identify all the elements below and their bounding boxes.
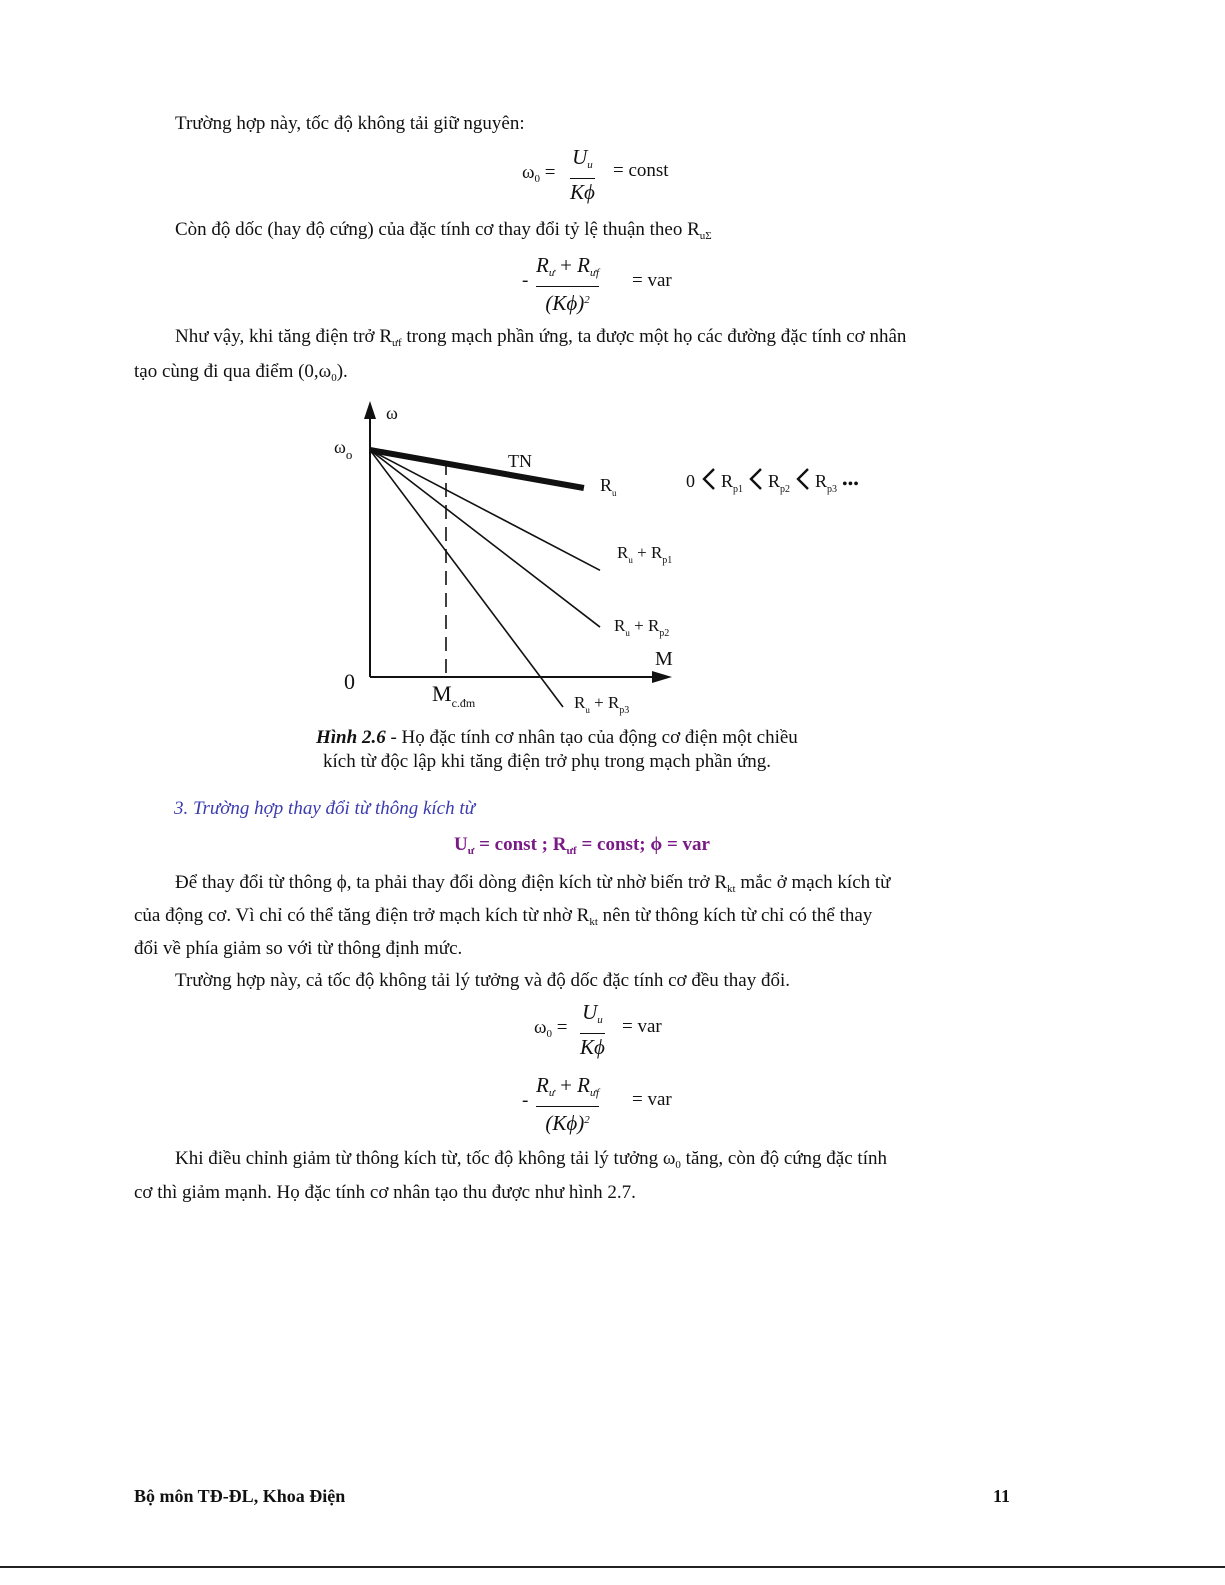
- eq3-lhs: $\omega_0$ =: [534, 1017, 568, 1040]
- paragraph-family-line1: Như vậy, khi tăng điện trở $R_{ưf}$ trong mạch phần ứng, ta được một họ các đường đặc tính cơ nhân: [175, 326, 907, 349]
- origin-label: 0: [344, 669, 355, 694]
- paragraph-both-change: Trường hợp này, cả tốc độ không tải lý tưởng và độ dốc đặc tính cơ đều thay đổi.: [175, 970, 791, 991]
- eq1-fraction: $U_u$ Kϕ: [570, 145, 595, 204]
- eq4-fraction: $R_ư + R_{ưf}$ $(K\phi)^2$: [536, 1073, 600, 1135]
- curve-label-ru: $R_u$: [600, 475, 617, 498]
- curve-rp3: [370, 450, 563, 707]
- y-axis-arrow: [364, 401, 376, 419]
- eq4-minus: -: [522, 1090, 529, 1111]
- x-axis-arrow: [652, 671, 672, 683]
- curve-label-rp2: $R_u + R_{p2}$: [614, 616, 670, 639]
- paragraph-flux-line2: của động cơ. Vì chỉ có thể tăng điện trở mạch kích từ nhờ $R_{kt}$ nên từ thông kích từ chỉ có thể thay: [134, 905, 873, 928]
- page-bottom-rule: [0, 1566, 1225, 1568]
- eq2-minus: -: [522, 270, 529, 291]
- paragraph-flux-line1: Để thay đổi từ thông ϕ, ta phải thay đổi dòng điện kích từ nhờ biến trở $R_{kt}$ mắc ở mạch kích từ: [175, 872, 891, 895]
- paragraph-conclusion-line1: Khi điều chỉnh giảm từ thông kích từ, tốc độ không tải lý tưởng $\omega_0$ tăng, còn độ cứng đặc tính: [175, 1148, 887, 1171]
- eq3-fraction: $U_u$ Kϕ: [580, 1000, 605, 1059]
- svg-text:Rp1: $R_{p1}$: [721, 471, 744, 495]
- figure-caption-line1: Hình 2.6 - Họ đặc tính cơ nhân tạo của động cơ điện một chiều: [316, 727, 798, 748]
- svg-text:0: 0: [686, 471, 695, 491]
- curve-label-rp1: $R_u + R_{p1}$: [617, 543, 673, 566]
- section-heading-3: 3. Trường hợp thay đổi từ thông kích từ: [174, 798, 476, 819]
- paragraph-intro: Trường hợp này, tốc độ không tải giữ nguyên:: [175, 113, 525, 134]
- x-axis-label: M: [655, 648, 673, 670]
- resistance-relation: [686, 469, 859, 495]
- svg-text:•••: •••: [842, 476, 859, 493]
- eq3-rhs: = var: [622, 1016, 662, 1037]
- curve-rp2: [370, 450, 600, 627]
- paragraph-flux-line3: đổi về phía giảm so với từ thông định mức.: [134, 938, 463, 959]
- svg-text:Rp2: $R_{p2}$: [768, 471, 791, 495]
- page-number: 11: [993, 1486, 1011, 1506]
- eq1-lhs: $\omega_0$ =: [522, 162, 556, 185]
- figure-2-6: [330, 395, 890, 725]
- mcdm-label: $M_{c.đm}$: [432, 681, 476, 710]
- paragraph-family-line2: tạo cùng đi qua điểm $(0,\omega_0)$.: [134, 361, 348, 384]
- paragraph-slope: Còn độ dốc (hay độ cứng) của đặc tính cơ thay đổi tỷ lệ thuận theo $R_{u\Sigma}$: [175, 219, 712, 242]
- svg-text:Rp3: $R_{p3}$: [815, 471, 838, 495]
- y-axis-label: ω: [386, 403, 398, 423]
- condition-line: $U_ư$ = const ; $R_{ưf}$ = const; ϕ = var: [454, 834, 710, 857]
- eq4-rhs: = var: [632, 1089, 672, 1110]
- curve-tn: [370, 450, 584, 488]
- eq2-fraction: $R_ư + R_{ưf}$ $(K\phi)^2$: [536, 253, 600, 315]
- omega0-label: $\omega_o$: [334, 437, 353, 462]
- eq2-rhs: = var: [632, 270, 672, 291]
- eq1-rhs: = const: [613, 160, 669, 181]
- figure-caption-line2: kích từ độc lập khi tăng điện trở phụ trong mạch phần ứng.: [323, 751, 772, 772]
- curve-label-rp3: $R_u + R_{p3}$: [574, 693, 630, 716]
- tn-label: TN: [508, 451, 532, 471]
- footer-department: Bộ môn TĐ-ĐL, Khoa Điện: [134, 1486, 346, 1506]
- paragraph-conclusion-line2: cơ thì giảm mạnh. Họ đặc tính cơ nhân tạo thu được như hình 2.7.: [134, 1182, 636, 1203]
